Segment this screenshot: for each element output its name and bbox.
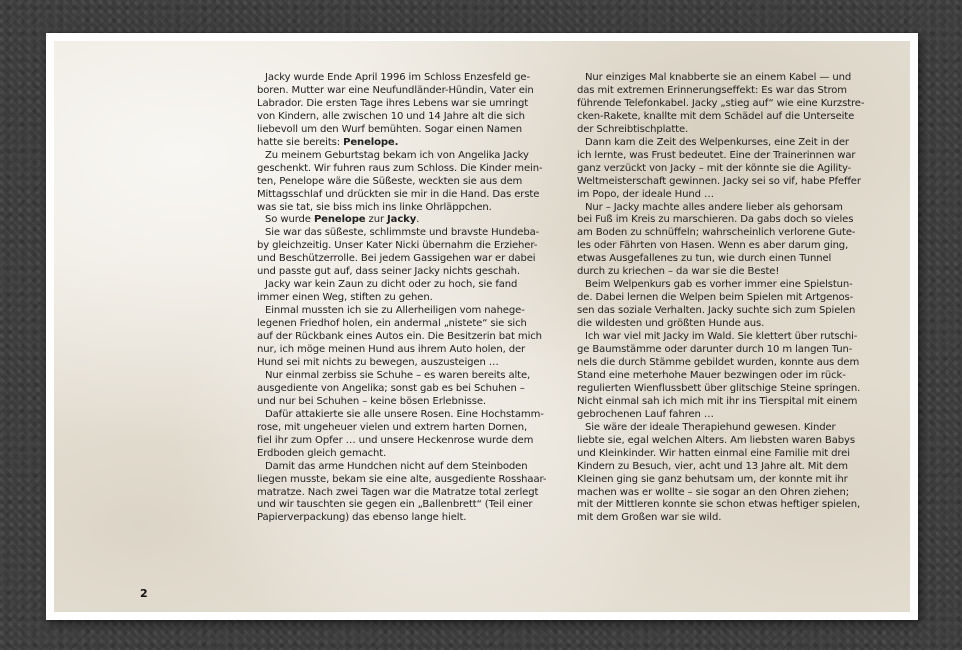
text-line: geschenkt. Wir fuhren raus zum Schloss. Die Kinder mein- xyxy=(257,162,543,174)
text-line: Labrador. Die ersten Tage ihres Lebens war sie umringt xyxy=(257,97,529,109)
text-line: liebte sie, egal welchen Alters. Am liebsten waren Babys xyxy=(577,434,855,446)
text-line: durch zu kriechen – da war sie die Beste! xyxy=(577,266,780,278)
text-line: Jacky wurde Ende April 1996 im Schloss Enzesfeld ge- xyxy=(265,72,530,83)
text-line: cken-Rakete, knallte mit dem Schädel auf die Unterseite xyxy=(577,110,855,122)
text-line: Mittagsschlaf und drückten sie mir in die Hand. Das erste xyxy=(257,188,540,200)
text-line: Kindern zu Besuch, vier, acht und 13 Jahre alt. Mit dem xyxy=(577,460,848,472)
text-line: les oder Fährten von Hasen. Wenn es aber darum ging, xyxy=(577,240,849,252)
text-line: machen was er wollte – sie sogar an den Ohren ziehen; xyxy=(577,486,849,498)
page-number: 2 xyxy=(140,587,148,600)
text-line: by gleichzeitig. Unser Kater Nicki übernahm die Erzieher- xyxy=(257,240,538,252)
text-line: führende Telefonkabel. Jacky „stieg auf“ wie eine Kurzstre- xyxy=(577,97,865,109)
text-line: nur, ich möge meinen Hund aus ihrem Auto holen, der xyxy=(257,344,526,356)
text-line: Sie war das süßeste, schlimmste und bravste Hundeba- xyxy=(265,227,540,239)
text-line: rose, mit ungeheuer vielen und extrem harten Dornen, xyxy=(257,421,528,433)
text-line: hatte sie bereits: Penelope. xyxy=(257,136,399,148)
text-line: Ich war viel mit Jacky im Wald. Sie klettert über rutschi- xyxy=(585,331,858,343)
text-column-left xyxy=(257,72,548,525)
text-line: immer einen Weg, stiften zu gehen. xyxy=(257,292,433,304)
bold-name: Penelope xyxy=(313,214,366,226)
text-line: legenen Friedhof holen, ein andermal „nistete“ sie sich xyxy=(257,318,527,330)
text-line: Nur einmal zerbiss sie Schuhe – es waren bereits alte, xyxy=(265,369,531,381)
text-line: Hund sei mit nichts zu bewegen, auszusteigen … xyxy=(257,356,499,368)
text-line: und nur bei Schuhen – keine bösen Erlebnisse. xyxy=(257,395,486,407)
text-line: ten, Penelope wäre die Süßeste, weckten sie aus dem xyxy=(257,175,523,187)
text-line: ausgediente von Angelika; sonst gab es bei Schuhen – xyxy=(257,382,525,394)
text-line: Jacky war kein Zaun zu dicht oder zu hoch, sie fand xyxy=(265,279,518,291)
text-line: liebevoll um den Wurf bemühten. Sogar einen Namen xyxy=(257,123,523,135)
text-line: Nur einziges Mal knabberte sie an einem Kabel — und xyxy=(585,72,852,83)
text-line: sen das soziale Verhalten. Jacky suchte sich zum Spielen xyxy=(577,305,856,317)
text-line: Weltmeisterschaft gewinnen. Jacky sei so vif, habe Pfeffer xyxy=(577,175,861,187)
text-line: mit dem Großen war sie wild. xyxy=(577,512,722,524)
text-line: Zu meinem Geburtstag bekam ich von Angelika Jacky xyxy=(265,149,529,161)
text-line: und Kleinkinder. Wir hatten einmal eine Familie mit drei xyxy=(577,447,850,459)
text-line: fiel ihr zum Opfer … und unsere Heckenrose wurde dem xyxy=(257,434,534,446)
text-line: und Beschützerrolle. Bei jedem Gassigehen war er dabei xyxy=(257,253,536,265)
text-line: und passte gut auf, dass seiner Jacky nichts geschah. xyxy=(257,266,520,278)
text-line: Dafür attakierte sie alle unsere Rosen. Eine Hochstamm- xyxy=(265,408,544,420)
text-line: von Kindern, alle zwischen 10 und 14 Jahre alt die sich xyxy=(257,110,525,122)
paper-background xyxy=(54,41,910,612)
text-column-right xyxy=(577,72,868,525)
text-line: der Schreibtischplatte. xyxy=(577,123,689,135)
text-line: Einmal mussten ich sie zu Allerheiligen vom nahege- xyxy=(265,305,525,317)
text-line: am Boden zu schnüffeln; wahrscheinlich verlorene Gute- xyxy=(577,227,856,239)
text-line: boren. Mutter war eine Neufundländer-Hündin, Vater ein xyxy=(257,84,534,96)
text-line: Nicht einmal sah ich mich mit ihr ins Tierspital mit einem xyxy=(577,395,858,407)
text-line: matratze. Nach zwei Tagen war die Matratze total zerlegt xyxy=(257,486,539,498)
text-line: ge Baumstämme oder darunter durch 10 m langen Tun- xyxy=(577,344,853,356)
text-line: de. Dabei lernen die Welpen beim Spielen mit Artgenos- xyxy=(577,292,854,304)
bold-name: Penelope. xyxy=(343,136,399,148)
text-line: Nur – Jacky machte alles andere lieber als gehorsam xyxy=(585,201,843,213)
text-line: die wildesten und größten Hunde aus. xyxy=(577,318,765,330)
text-line: das mit extremen Erinnerungseffekt: Es war das Strom xyxy=(577,84,847,96)
text-line: liegen musste, bekam sie eine alte, ausgediente Rosshaar- xyxy=(257,473,547,485)
bold-name: Jacky xyxy=(387,214,417,226)
text-line: bei Fuß im Kreis zu marschieren. Da gabs doch so vieles xyxy=(577,214,854,226)
text-line: regulierten Wienflussbett über glitschige Steine springen. xyxy=(577,382,861,394)
text-line: ich lernte, was Frust bedeutet. Eine der Trainerinnen war xyxy=(577,149,856,161)
text-line: Papierverpackung) das ebenso lange hielt. xyxy=(257,512,467,524)
text-line: nels die durch Stämme gebildet wurden, konnte aus dem xyxy=(577,356,860,368)
text-line: Dann kam die Zeit des Welpenkurses, eine Zeit in der xyxy=(585,136,849,148)
text-line: Sie wäre der ideale Therapiehund gewesen. Kinder xyxy=(585,421,836,433)
text-line: Stand eine meterhohe Mauer bezwingen oder im rück- xyxy=(577,369,846,381)
text-line: gebrochenen Lauf fahren … xyxy=(577,408,714,420)
text-line: und wir tauschten sie gegen ein „Ballenbrett“ (Teil einer xyxy=(257,499,533,511)
text-line: Beim Welpenkurs gab es vorher immer eine Spielstun- xyxy=(585,279,853,291)
text-line: was sie tat, sie biss mich ins linke Ohrläppchen. xyxy=(257,201,492,213)
text-line: mit der Mittleren konnte sie schon etwas heftiger spielen, xyxy=(577,499,861,511)
text-line: im Popo, der ideale Hund … xyxy=(577,188,714,200)
text-line: Kleinen ging sie ganz behutsam um, der konnte mit ihr xyxy=(577,473,848,485)
text-line: Damit das arme Hundchen nicht auf dem Steinboden xyxy=(265,460,528,472)
book-page xyxy=(46,33,918,620)
text-line: ganz verzückt von Jacky – mit der könnte sie die Agility- xyxy=(577,162,852,174)
text-line: auf der Rückbank eines Autos ein. Die Besitzerin bat mich xyxy=(257,331,542,343)
text-line: So wurde Penelope zur Jacky. xyxy=(265,214,420,226)
text-line: etwas Ausgefallenes zu tun, wie durch einen Tunnel xyxy=(577,253,832,265)
text-line: Erdboden gleich gemacht. xyxy=(257,447,387,459)
